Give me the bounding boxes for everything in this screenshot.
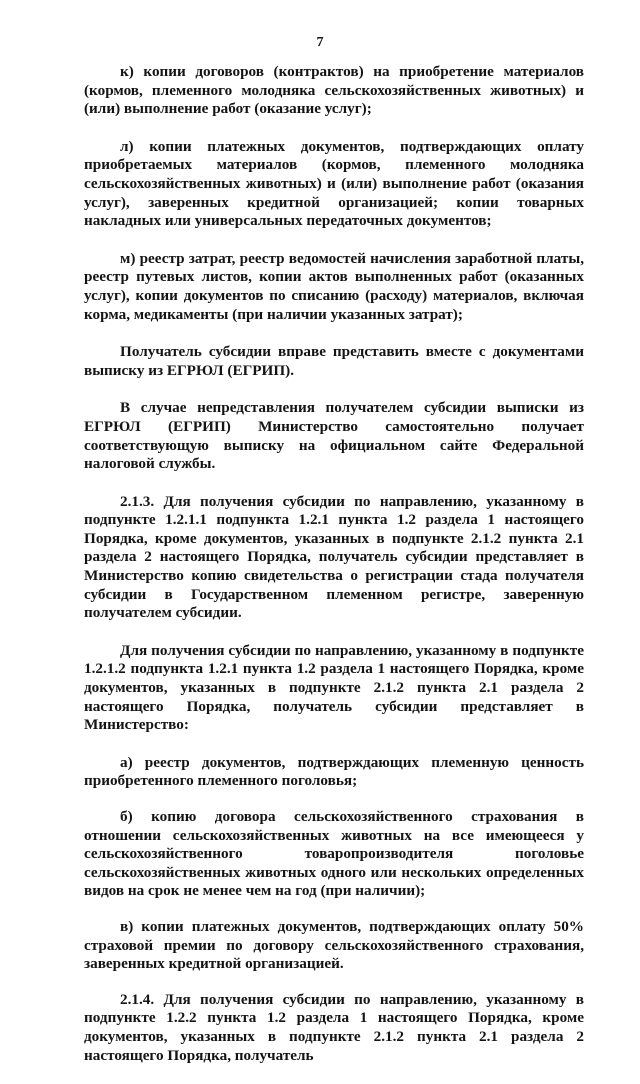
paragraph-egrul-option: Получатель субсидии вправе представить вместе с документами выписку из ЕГРЮЛ (ЕГРИП).: [84, 343, 584, 379]
paragraph-b: б) копию договора сельскохозяйственного страхования в отношении сельскохозяйственных животных на все имеющееся у сельскохозяйственного товаропроизводителя поголовье сельскохозяйственных животных одного или нескольких определенных видов на срок не менее чем на год (при наличии);: [84, 808, 584, 900]
paragraph-v: в) копии платежных документов, подтверждающих оплату 50% страховой премии по договору сельскохозяйственного страхования, заверенных кредитной организацией.: [84, 917, 584, 973]
paragraph-k: к) копии договоров (контрактов) на приобретение материалов (кормов, племенного молодняка сельскохозяйственных животных) и (или) выполнение работ (оказание услуг);: [84, 63, 584, 118]
paragraph-1-2-1-2: Для получения субсидии по направлению, указанному в подпункте 1.2.1.2 подпункта 1.2.1 пункта 1.2 раздела 1 настоящего Порядка, кроме документов, указанных в подпункте 2.1.2 пункта 2.1 раздела 2 настоящего Порядка, получатель субсидии представляет в Министерство:: [84, 641, 584, 734]
paragraph-2-1-4: 2.1.4. Для получения субсидии по направлению, указанному в подпункте 1.2.2 пункта 1.2 раздела 1 настоящего Порядка, кроме документов, указанных в подпункте 2.1.2 пункта 2.1 раздела 2 настоящего Порядка, получатель: [84, 990, 584, 1064]
paragraph-a: а) реестр документов, подтверждающих племенную ценность приобретенного племенного поголовья;: [84, 753, 584, 790]
paragraph-egrul-missing: В случае непредставления получателем субсидии выписки из ЕГРЮЛ (ЕГРИП) Министерство самостоятельно получает соответствующую выписку на официальном сайте Федеральной налоговой службы.: [84, 399, 584, 473]
document-body: [84, 63, 584, 1084]
paragraph-l: л) копии платежных документов, подтверждающих оплату приобретаемых материалов (кормов, племенного молодняка сельскохозяйственных животных) и (или) выполнение работ (оказания услуг), заверенных кредитной организацией; копии товарных накладных или универсальных передаточных документов;: [84, 137, 584, 230]
paragraph-m: м) реестр затрат, реестр ведомостей начисления заработной платы, реестр путевых листов, копии актов выполненных работ (оказанных услуг), копии документов по списанию (расходу) материалов, включая корма, медикаменты (при наличии указанных затрат);: [84, 249, 584, 323]
paragraph-2-1-3: 2.1.3. Для получения субсидии по направлению, указанному в подпункте 1.2.1.1 подпункта 1.2.1 пункта 1.2 раздела 1 настоящего Порядка, кроме документов, указанных в подпункте 2.1.2 пункта 2.1 раздела 2 настоящего Порядка, получатель субсидии представляет в Министерство копию свидетельства о регистрации стада получателя субсидии в Государственном племенном регистре, заверенную получателем субсидии.: [84, 492, 584, 622]
page-number: 7: [316, 35, 324, 50]
